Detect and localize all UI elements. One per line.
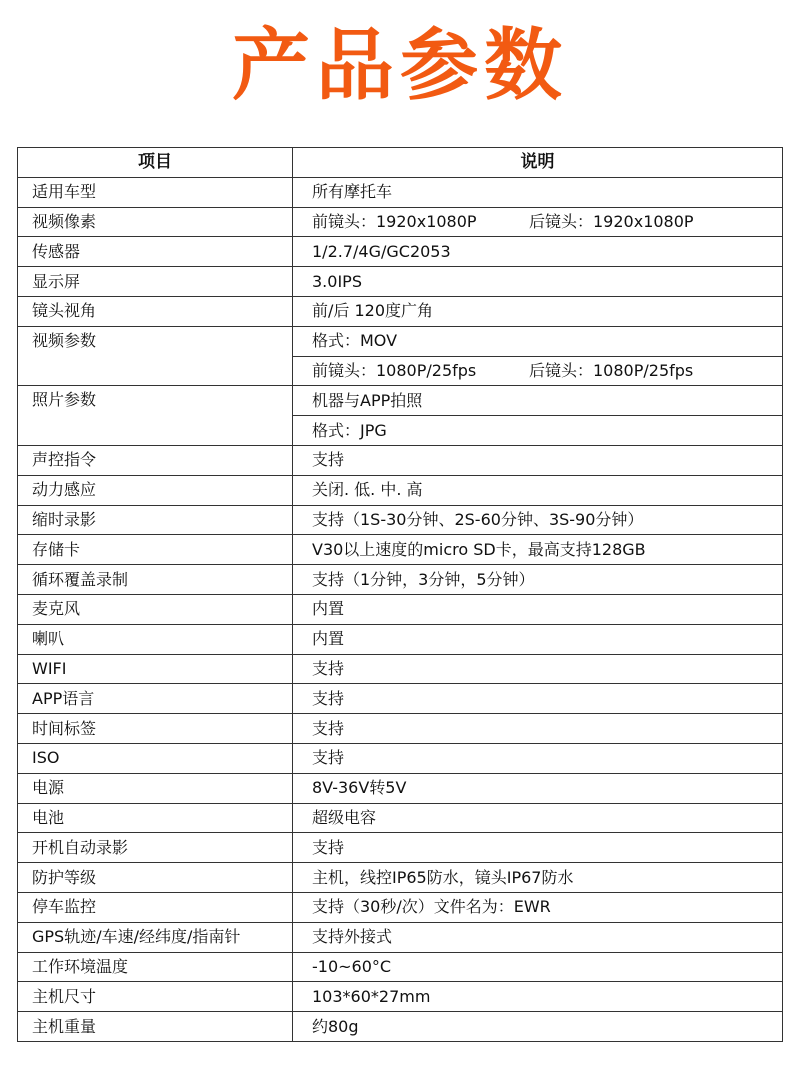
spec-item-cell: 时间标签 — [18, 714, 293, 744]
table-row — [18, 237, 783, 267]
spec-desc-cell: 支持 — [293, 833, 783, 863]
spec-desc-cell: 8V-36V转5V — [293, 773, 783, 803]
table-row — [18, 535, 783, 565]
spec-item-cell: 麦克风 — [18, 594, 293, 624]
table-row — [18, 833, 783, 863]
spec-desc-cell — [293, 207, 783, 237]
table-row — [18, 1012, 783, 1042]
table-row — [18, 296, 783, 326]
spec-item-cell: 视频参数 — [18, 326, 293, 386]
spec-desc-cell: 格式：MOV — [293, 326, 783, 356]
spec-item-cell: APP语言 — [18, 684, 293, 714]
spec-item-cell: 开机自动录影 — [18, 833, 293, 863]
spec-item-cell: 存储卡 — [18, 535, 293, 565]
spec-item-cell: 适用车型 — [18, 177, 293, 207]
spec-item-cell: 防护等级 — [18, 863, 293, 893]
spec-desc-cell: 关闭. 低. 中. 高 — [293, 475, 783, 505]
table-row — [18, 803, 783, 833]
spec-item-cell: 电池 — [18, 803, 293, 833]
spec-desc-cell: 103*60*27mm — [293, 982, 783, 1012]
spec-item-cell: 传感器 — [18, 237, 293, 267]
table-row — [18, 922, 783, 952]
spec-item-cell: WIFI — [18, 654, 293, 684]
table-row — [18, 624, 783, 654]
spec-item-cell: 缩时录影 — [18, 505, 293, 535]
table-row — [18, 475, 783, 505]
spec-item-cell: 主机尺寸 — [18, 982, 293, 1012]
spec-desc-cell: 支持外接式 — [293, 922, 783, 952]
spec-item-cell: 喇叭 — [18, 624, 293, 654]
spec-item-cell: GPS轨迹/车速/经纬度/指南针 — [18, 922, 293, 952]
spec-desc-cell: 内置 — [293, 594, 783, 624]
spec-desc-cell: 内置 — [293, 624, 783, 654]
spec-desc-cell: 格式：JPG — [293, 416, 783, 446]
spec-desc-front: 前镜头：1080P/25fps — [312, 360, 477, 380]
table-row — [18, 326, 783, 356]
spec-desc-cell: 前/后 120度广角 — [293, 296, 783, 326]
table-row — [18, 952, 783, 982]
spec-item-cell: 照片参数 — [18, 386, 293, 446]
spec-item-cell: 停车监控 — [18, 892, 293, 922]
header-row — [18, 148, 783, 178]
table-row — [18, 714, 783, 744]
spec-item-cell: 工作环境温度 — [18, 952, 293, 982]
table-row — [18, 594, 783, 624]
spec-desc-cell: 超级电容 — [293, 803, 783, 833]
spec-desc-rear: 后镜头：1920x1080P — [529, 211, 694, 231]
spec-desc-cell: 主机，线控IP65防水，镜头IP67防水 — [293, 863, 783, 893]
spec-item-cell: 电源 — [18, 773, 293, 803]
spec-item-cell: 声控指令 — [18, 445, 293, 475]
spec-desc-rear: 后镜头：1080P/25fps — [529, 360, 694, 380]
table-row — [18, 743, 783, 773]
spec-desc-cell: 所有摩托车 — [293, 177, 783, 207]
spec-table-body — [18, 177, 783, 1041]
table-row — [18, 207, 783, 237]
table-row — [18, 565, 783, 595]
spec-desc-cell: V30以上速度的micro SD卡，最高支持128GB — [293, 535, 783, 565]
spec-desc-front: 前镜头：1920x1080P — [312, 211, 477, 231]
spec-desc-cell — [293, 356, 783, 386]
spec-desc-cell: 支持 — [293, 654, 783, 684]
table-row — [18, 445, 783, 475]
table-row — [18, 892, 783, 922]
spec-desc-cell: -10~60°C — [293, 952, 783, 982]
spec-item-cell: 镜头视角 — [18, 296, 293, 326]
table-row — [18, 654, 783, 684]
table-row — [18, 773, 783, 803]
spec-item-cell: 循环覆盖录制 — [18, 565, 293, 595]
table-row — [18, 386, 783, 416]
spec-item-cell: 视频像素 — [18, 207, 293, 237]
header-item: 项目 — [18, 148, 293, 178]
table-row — [18, 267, 783, 297]
spec-desc-cell: 支持（1S-30分钟、2S-60分钟、3S-90分钟） — [293, 505, 783, 535]
spec-item-cell: ISO — [18, 743, 293, 773]
spec-item-cell: 显示屏 — [18, 267, 293, 297]
spec-desc-cell: 机器与APP拍照 — [293, 386, 783, 416]
spec-desc-cell: 支持 — [293, 684, 783, 714]
spec-desc-cell: 支持（1分钟，3分钟，5分钟） — [293, 565, 783, 595]
page-title: 产品参数 — [231, 21, 568, 111]
spec-desc-cell: 1/2.7/4G/GC2053 — [293, 237, 783, 267]
spec-desc-cell: 支持 — [293, 714, 783, 744]
spec-item-cell: 主机重量 — [18, 1012, 293, 1042]
spec-desc-pair — [312, 362, 782, 380]
spec-desc-cell: 3.0IPS — [293, 267, 783, 297]
table-row — [18, 177, 783, 207]
table-row — [18, 505, 783, 535]
spec-desc-cell: 约80g — [293, 1012, 783, 1042]
header-desc: 说明 — [293, 148, 783, 178]
spec-desc-pair — [312, 213, 782, 231]
spec-desc-cell: 支持（30秒/次）文件名为：EWR — [293, 892, 783, 922]
table-row — [18, 684, 783, 714]
table-row — [18, 863, 783, 893]
spec-item-cell: 动力感应 — [18, 475, 293, 505]
spec-desc-cell: 支持 — [293, 445, 783, 475]
spec-table — [17, 147, 783, 1042]
table-row — [18, 982, 783, 1012]
spec-desc-cell: 支持 — [293, 743, 783, 773]
